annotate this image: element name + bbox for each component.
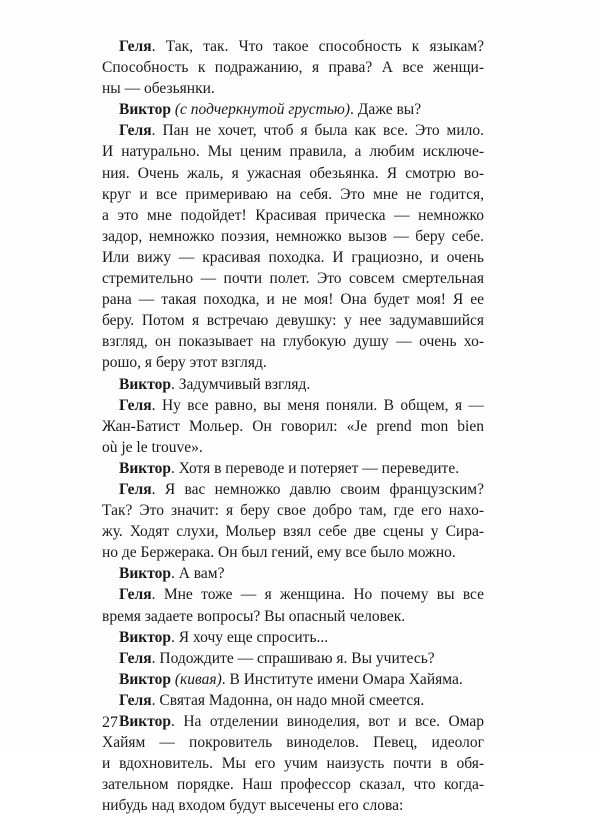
text-line: время задаете вопросы? Вы опасный человек. <box>102 607 406 625</box>
text-line: Виктор. На отделении виноделия, вот и все. Омар <box>119 713 484 730</box>
text-line: ния. Очень жаль, я ужасная обезьянка. Я смотрю во- <box>102 164 484 182</box>
text-line: ны — обезьянки. <box>102 80 215 98</box>
text-line: круг и все примериваю на себя. Это мне не годится, <box>102 185 484 203</box>
text-line: Жан-Батист Мольер. Он говорил: «Je prend mon bien <box>102 417 484 435</box>
text-line: стремительно — почти полет. Это совсем смертельная <box>102 270 484 288</box>
text-line: И натурально. Мы ценим правила, а любим исключе- <box>102 143 484 161</box>
text-line: Виктор (кивая). В Институте имени Омара Хайяма. <box>119 670 463 688</box>
text-line: рана — такая походка, и не моя! Она будет моя! Я ее <box>102 291 484 309</box>
text-line: Геля. Святая Мадонна, он надо мной смеется. <box>119 691 425 709</box>
speaker-name: Геля <box>119 691 152 709</box>
text-line: où je le trouve». <box>102 438 203 456</box>
speaker-name: Виктор <box>119 565 171 583</box>
text-line: Виктор. А вам? <box>119 565 225 583</box>
text-line: задор, немножко поэзия, немножко вызов — беру себе. <box>102 227 484 245</box>
play-text <box>102 36 484 816</box>
speaker-name: Виктор <box>119 459 171 477</box>
text-line: Виктор. Задумчивый взгляд. <box>119 375 311 393</box>
speaker-name: Геля <box>119 649 152 667</box>
text-line: но де Бержерака. Он был гений, ему все было можно. <box>102 544 456 562</box>
speaker-name: Виктор <box>119 628 171 646</box>
text-line: Способность к подражанию, я права? А все женщи- <box>102 59 484 77</box>
speaker-name: Виктор <box>119 713 171 730</box>
stage-direction: (с подчеркнутой грустью) <box>174 101 351 119</box>
text-line: Или вижу — красивая походка. И грациозно, и очень <box>102 248 484 266</box>
page-number: 27 <box>102 714 118 731</box>
speaker-name: Геля <box>119 586 152 604</box>
text-line: Хайям — покровитель виноделов. Певец, идеолог <box>102 734 484 752</box>
stage-direction: (кивая) <box>174 670 222 688</box>
text-line: Геля. Мне тоже — я женщина. Но почему вы все <box>119 586 485 604</box>
text-line: жу. Ходят слухи, Мольер взял себе две сцены у Сира- <box>102 523 484 541</box>
text-line: Геля. Подождите — спрашиваю я. Вы учитесь? <box>119 649 435 667</box>
text-line: рошо, я беру этот взгляд. <box>102 354 267 372</box>
text-line: а это мне подойдет! Красивая прическа — немножко <box>102 206 484 224</box>
text-line: Геля. Так, так. Что такое способность к языкам? <box>119 38 485 55</box>
text-line: Виктор. Я хочу еще спросить... <box>119 628 329 646</box>
text-line: Геля. Ну все равно, вы меня поняли. В общем, я — <box>119 396 485 414</box>
text-line: Так? Это значит: я беру свое добро там, где его нахо- <box>102 502 484 520</box>
speaker-name: Геля <box>119 396 152 414</box>
text-line: зательном порядке. Наш профессор сказал, что когда- <box>102 776 484 794</box>
speaker-name: Виктор <box>119 101 171 119</box>
text-line: Геля. Пан не хочет, чтоб я была как все. Это мило. <box>119 122 485 140</box>
text-line: нибудь над входом будут высечены его слова: <box>102 797 404 815</box>
text-line: взгляд, он показывает на глубокую душу — очень хо- <box>102 333 484 351</box>
text-line: Геля. Я вас немножко давлю своим французским? <box>119 480 484 498</box>
text-line: Виктор. Хотя в переводе и потеряет — переведите. <box>119 459 460 477</box>
speaker-name: Виктор <box>119 670 171 688</box>
speaker-name: Виктор <box>119 375 171 393</box>
text-line: беру. Потом я встречаю девушку: у нее задумавшийся <box>102 312 484 330</box>
speaker-name: Геля <box>119 122 152 140</box>
speaker-name: Геля <box>119 38 152 55</box>
text-line: Виктор (с подчеркнутой грустью). Даже вы? <box>119 101 422 119</box>
text-line: и вдохновитель. Мы его учим наизусть почти в обя- <box>102 755 484 773</box>
speaker-name: Геля <box>119 480 152 498</box>
